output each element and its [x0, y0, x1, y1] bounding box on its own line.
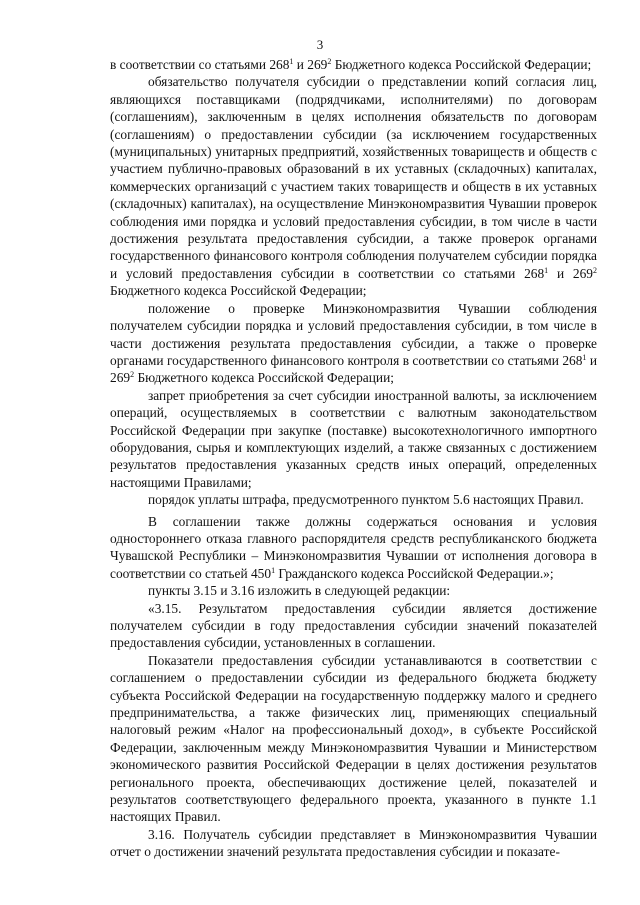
superscript-number: 2	[327, 57, 332, 66]
paragraph-text: Показатели предоставления субсидии устанавливаются в соответствии с соглашением о предоставлении субсидии из федерального бюджета бюджету субъекта Российской Федерации на государственную поддержку малого и среднего предпринимательства, а также физических лиц, применяющих специальный налоговый режим «Налог на профессиональный доход», в субъекте Российской Федерации, заключенным между Минэкономразвития Чувашии и Министерством экономического развития Российской Федерации в целях достижения результатов регионального проекта, обеспечивающих достижение целей, показателей и результатов соответствующего федерального проекта, указанного в пункте 1.1 настоящих Правил.	[110, 652, 597, 825]
paragraph	[110, 582, 597, 599]
paragraph	[110, 491, 597, 508]
paragraph-text: Бюджетного кодекса Российской Федерации;	[134, 370, 394, 386]
paragraph-text: и 269	[548, 265, 593, 281]
paragraph	[110, 73, 597, 299]
paragraph	[110, 826, 597, 861]
paragraph-text: 3.16. Получатель субсидии представляет в Минэкономразвития Чувашии отчет о достижении значений результата предоставления субсидии и показате-	[110, 826, 597, 860]
paragraph	[110, 652, 597, 826]
paragraph-text: положение о проверке Минэкономразвития Чувашии соблюдения получателем субсидии порядка и условий предоставления субсидии, в том числе в части достижения результата предоставления субсидии, а также о проверке органами государственного финансового контроля в соответствии со статьями 268	[110, 300, 597, 368]
paragraph-text: В соглашении также должны содержаться основания и условия одностороннего отказа главного распорядителя средств республиканского бюджета Чувашской Республики – Минэкономразвития Чувашии от исполнения договора в соответствии со статьей 450	[110, 513, 597, 581]
paragraph	[110, 56, 597, 73]
superscript-number: 1	[582, 352, 587, 362]
paragraph-text: Гражданского кодекса Российской Федерации.»;	[275, 565, 554, 581]
paragraph-text: порядок уплаты штрафа, предусмотренного пунктом 5.6 настоящих Правил.	[148, 492, 584, 508]
paragraph-text: и 269	[293, 57, 328, 72]
superscript-number: 2	[130, 370, 135, 380]
paragraph-text: обязательство получателя субсидии о представлении копий согласия лиц, являющихся поставщиками (подрядчиками, исполнителями) по договорам (соглашениям), заключенным в целях исполнения обязательств по договорам (соглашениям) о предоставлении субсидии (за исключением государственных (муниципальных) унитарных предприятий, хозяйственных товариществ и обществ с участием публично-правовых образований в их уставных (складочных) капиталах, коммерческих организаций с участием таких товариществ и обществ в их уставных (складочных) капиталах), на осуществление Минэкономразвития Чувашии проверок соблюдения ими порядка и условий предоставления субсидии, в том числе в части достижения результата предоставления субсидии, а также проверок органами государственного финансового контроля соблюдения получателем субсидии порядка и условий предоставления субсидии в соответствии со статьями 268	[110, 74, 597, 281]
paragraph-text: Бюджетного кодекса Российской Федерации;	[110, 283, 367, 299]
superscript-number: 1	[544, 265, 549, 275]
superscript-number: 1	[271, 565, 276, 575]
superscript-number: 2	[593, 265, 597, 275]
paragraph-text: и 269	[110, 352, 598, 386]
document-body	[110, 56, 597, 861]
paragraph-text: в соответствии со статьями 268	[110, 57, 290, 72]
paragraph	[110, 387, 597, 491]
paragraph	[110, 513, 597, 583]
paragraph-text: запрет приобретения за счет субсидии иностранной валюты, за исключением операций, осуществляемых в соответствии с валютным законодательством Российской Федерации при закупке (поставке) высокотехнологичного импортного оборудования, сырья и комплектующих изделий, а также связанных с достижением результатов предоставления указанных средств иных операций, определенных настоящими Правилами;	[110, 387, 597, 490]
paragraph-text: Бюджетного кодекса Российской Федерации;	[331, 57, 592, 72]
superscript-number: 1	[289, 57, 294, 66]
paragraph-text: пункты 3.15 и 3.16 изложить в следующей редакции:	[148, 583, 451, 599]
paragraph	[110, 600, 597, 652]
paragraph	[110, 300, 597, 387]
page-number: 3	[316, 37, 324, 52]
paragraph-text: «3.15. Результатом предоставления субсидии является достижение получателем субсидии в году предоставления субсидии значений показателей предоставления субсидии, установленных в соглашении.	[110, 600, 597, 651]
